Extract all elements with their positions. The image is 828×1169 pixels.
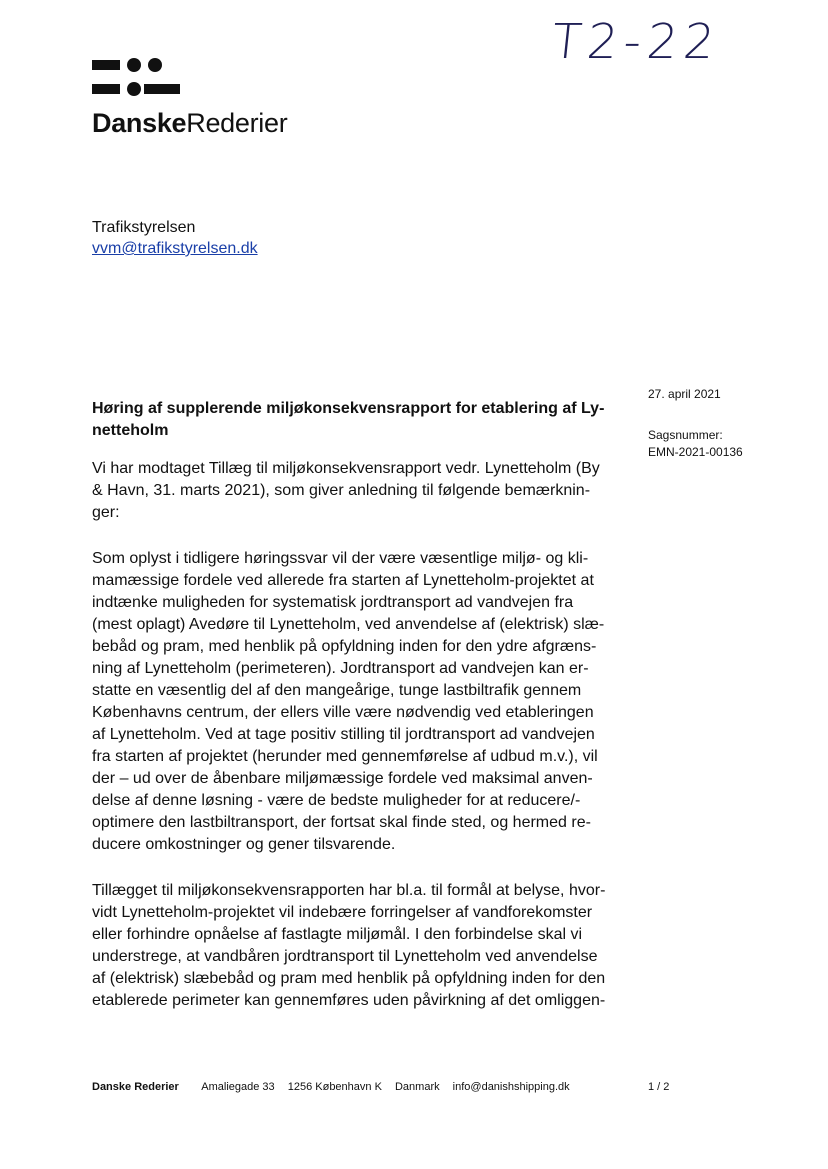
case-number: EMN-2021-00136 (648, 445, 743, 459)
body-line: Som oplyst i tidligere høringssvar vil der være væsentlige miljø- og kli- (92, 550, 589, 567)
letter-body (92, 458, 616, 1036)
body-line: ger: (92, 504, 120, 521)
handwritten-note: T2-22 (549, 14, 724, 70)
body-line: (mest oplagt) Avedøre til Lynetteholm, ved anvendelse af (elektrisk) slæ- (92, 616, 605, 633)
body-line: ning af Lynetteholm (perimeteren). Jordtransport ad vandvejen kan er- (92, 660, 589, 677)
footer-email[interactable]: info@danishshipping.dk (452, 1081, 570, 1093)
body-line: af Lynetteholm. Ved at tage positiv stilling til jordtransport ad vandvejen (92, 726, 595, 743)
recipient-name: Trafikstyrelsen (92, 219, 196, 236)
logo-dots-icon (92, 56, 182, 98)
body-paragraph (92, 548, 616, 856)
body-line: ducere omkostninger og gener tilsvarende. (92, 836, 396, 853)
footer-address: Amaliegade 33 (201, 1081, 275, 1093)
footer-country: Danmark (394, 1081, 440, 1093)
body-line: bebåd og pram, med henblik på opfyldning inden for den ydre afgræns- (92, 638, 597, 655)
title-line: netteholm (92, 422, 169, 439)
case-label: Sagsnummer: (648, 428, 723, 442)
logo-wordmark (92, 108, 287, 139)
body-line: eller forhindre opnåelse af fastlagte miljømål. I den forbindelse skal vi (92, 926, 583, 943)
body-line: Københavns centrum, der ellers ville være nødvendig ved etableringen (92, 704, 594, 721)
recipient-email-link[interactable]: vvm@trafikstyrelsen.dk (92, 240, 258, 257)
body-line: delse af denne løsning - være de bedste muligheder for at reducere/- (92, 792, 581, 809)
logo-text-regular: Rederier (186, 108, 288, 138)
body-line: vidt Lynetteholm-projektet vil indebære forringelser af vandforekomster (92, 904, 593, 921)
body-line: af (elektrisk) slæbebåd og pram med henblik på opfyldning inden for den (92, 970, 606, 987)
letter-title (92, 398, 612, 442)
title-line: Høring af supplerende miljøkonsekvensrapport for etablering af Ly- (92, 400, 605, 417)
recipient-block (92, 217, 258, 259)
body-line: Tillægget til miljøkonsekvensrapporten har bl.a. til formål at belyse, hvor- (92, 882, 606, 899)
footer-postal: 1256 København K (287, 1081, 382, 1093)
footer (92, 1081, 672, 1093)
logo-mark (92, 56, 182, 98)
page-number: 1 / 2 (648, 1081, 670, 1093)
body-line: & Havn, 31. marts 2021), som giver anledning til følgende bemærknin- (92, 482, 591, 499)
letter-date: 27. april 2021 (648, 387, 721, 401)
body-line: understrege, at vandbåren jordtransport til Lynetteholm ved anvendelse (92, 948, 598, 965)
body-line: indtænke muligheden for systematisk jordtransport ad vandvejen fra (92, 594, 574, 611)
body-paragraph (92, 880, 616, 1012)
body-line: fra starten af projektet (herunder med gennemførelse af udbud m.v.), vil (92, 748, 598, 765)
body-line: statte en væsentlig del af den mangeårige, tunge lastbiltrafik gennem (92, 682, 582, 699)
logo-text-bold: Danske (92, 108, 187, 138)
body-line: der – ud over de åbenbare miljømæssige fordele ved maksimal anven- (92, 770, 593, 787)
body-line: etablerede perimeter kan gennemføres uden påvirkning af det omliggen- (92, 992, 606, 1009)
body-line: optimere den lastbiltransport, der fortsat skal finde sted, og hermed re- (92, 814, 591, 831)
body-paragraph (92, 458, 616, 524)
letter-meta (648, 386, 743, 461)
footer-brand: Danske Rederier (92, 1081, 179, 1093)
body-line: mamæssige fordele ved allerede fra starten af Lynetteholm-projektet at (92, 572, 594, 589)
body-line: Vi har modtaget Tillæg til miljøkonsekvensrapport vedr. Lynetteholm (By (92, 460, 600, 477)
